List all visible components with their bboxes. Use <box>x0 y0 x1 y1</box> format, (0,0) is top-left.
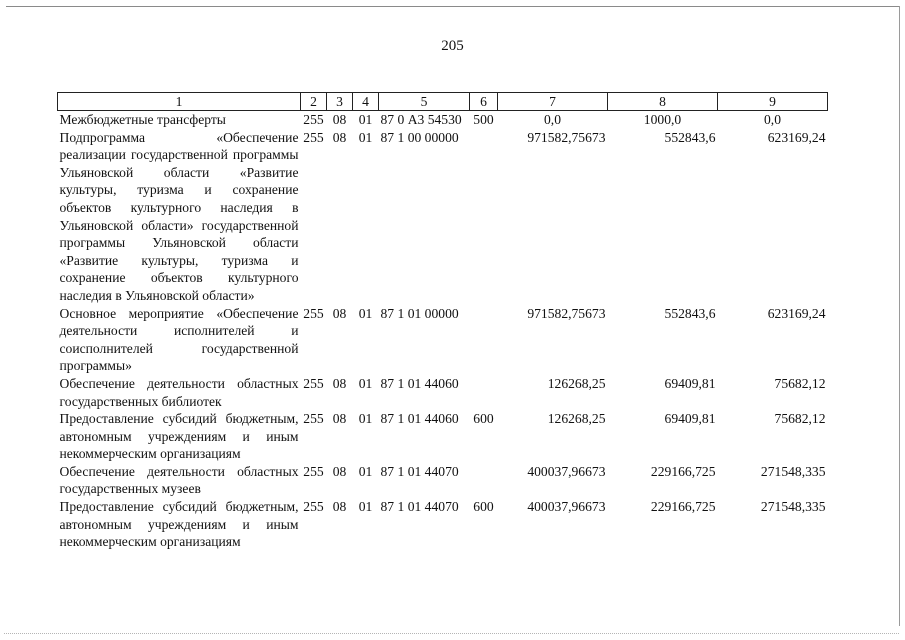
table-row <box>58 129 828 305</box>
cell-section: 08 <box>332 129 347 145</box>
cell-amount-8: 229166,725 <box>650 499 716 515</box>
table-row <box>58 410 828 463</box>
table-row <box>58 463 828 498</box>
cell-amount-9: 623169,24 <box>767 129 826 145</box>
cell-subsection: 01 <box>358 499 373 515</box>
cell-expense-type: 600 <box>473 499 494 515</box>
cell-amount-9: 623169,24 <box>767 305 826 321</box>
cell-target-article: 87 0 А3 54530 <box>380 112 462 127</box>
cell-amount-7: 400037,96673 <box>527 499 606 515</box>
row-name: Обеспечение деятельности областных государственных библиотек <box>59 375 299 409</box>
header-cell: 6 <box>470 93 498 111</box>
header-cell: 8 <box>608 93 718 111</box>
cell-target-article: 87 1 01 44070 <box>380 499 459 515</box>
cell-amount-8: 1000,0 <box>643 112 682 127</box>
cell-target-article: 87 1 01 44060 <box>380 411 459 427</box>
table-row <box>58 111 828 129</box>
cell-target-article: 87 1 01 44070 <box>380 463 459 479</box>
cell-admin-code: 255 <box>303 112 324 127</box>
cell-expense-type <box>470 305 498 375</box>
table-row <box>58 498 828 551</box>
cell-amount-7: 0,0 <box>544 112 561 127</box>
cell-admin-code: 255 <box>303 411 324 427</box>
table-row <box>58 305 828 375</box>
row-name: Предоставление субсидий бюджетным, автономным учреждениям и иным некоммерческим организациям <box>59 411 299 462</box>
cell-amount-8: 229166,725 <box>650 463 716 479</box>
cell-subsection: 01 <box>358 305 373 321</box>
cell-amount-8: 552843,6 <box>664 129 716 145</box>
cell-expense-type: 500 <box>473 112 494 127</box>
cell-expense-type <box>470 129 498 305</box>
cell-target-article: 87 1 00 00000 <box>380 129 459 145</box>
scan-border-bottom <box>4 633 899 634</box>
cell-admin-code: 255 <box>303 129 324 145</box>
header-cell: 9 <box>718 93 828 111</box>
scan-border-top <box>6 6 899 7</box>
cell-admin-code: 255 <box>303 499 324 515</box>
cell-section: 08 <box>332 112 347 127</box>
cell-amount-9: 75682,12 <box>774 411 826 427</box>
cell-subsection: 01 <box>358 411 373 427</box>
header-cell: 2 <box>301 93 327 111</box>
cell-subsection: 01 <box>358 463 373 479</box>
cell-amount-8: 69409,81 <box>664 411 716 427</box>
cell-amount-7: 400037,96673 <box>527 463 606 479</box>
cell-amount-7: 126268,25 <box>547 375 606 391</box>
budget-table <box>57 92 828 551</box>
header-cell: 7 <box>498 93 608 111</box>
cell-admin-code: 255 <box>303 375 324 391</box>
cell-section: 08 <box>332 499 347 515</box>
row-name: Обеспечение деятельности областных государственных музеев <box>59 463 299 497</box>
page-number: 205 <box>441 38 464 54</box>
cell-amount-7: 971582,75673 <box>527 129 606 145</box>
cell-expense-type: 600 <box>473 411 494 427</box>
cell-amount-9: 75682,12 <box>774 375 826 391</box>
cell-section: 08 <box>332 375 347 391</box>
cell-amount-9: 271548,335 <box>760 463 826 479</box>
cell-target-article: 87 1 01 00000 <box>380 305 459 321</box>
cell-expense-type <box>470 463 498 498</box>
header-row <box>58 93 828 111</box>
cell-section: 08 <box>332 411 347 427</box>
cell-target-article: 87 1 01 44060 <box>380 375 459 391</box>
cell-section: 08 <box>332 463 347 479</box>
cell-subsection: 01 <box>358 129 373 145</box>
row-name: Основное мероприятие «Обеспечение деятельности исполнителей и соисполнителей государственной программы» <box>59 305 299 374</box>
cell-amount-7: 971582,75673 <box>527 305 606 321</box>
cell-section: 08 <box>332 305 347 321</box>
cell-expense-type <box>470 375 498 410</box>
cell-admin-code: 255 <box>303 305 324 321</box>
cell-subsection: 01 <box>358 112 373 127</box>
table-row <box>58 375 828 410</box>
header-cell: 3 <box>327 93 353 111</box>
scan-border-right <box>899 6 900 626</box>
row-name: Межбюджетные трансферты <box>59 112 226 127</box>
row-name: Предоставление субсидий бюджетным, автономным учреждениям и иным некоммерческим организациям <box>59 499 299 550</box>
cell-subsection: 01 <box>358 375 373 391</box>
cell-amount-8: 69409,81 <box>664 375 716 391</box>
header-cell: 4 <box>353 93 379 111</box>
cell-amount-9: 271548,335 <box>760 499 826 515</box>
cell-admin-code: 255 <box>303 463 324 479</box>
cell-amount-8: 552843,6 <box>664 305 716 321</box>
row-name: Подпрограмма «Обеспечение реализации государственной программы Ульяновской области «Развитие культуры, туризма и сохранение объектов культурного наследия в Ульяновской области» государственной программы Ульяновской области «Развитие культуры, туризма и сохранение объектов культурного наследия в Ульяновской области» <box>59 129 299 303</box>
header-cell: 5 <box>379 93 470 111</box>
cell-amount-7: 126268,25 <box>547 411 606 427</box>
header-cell: 1 <box>58 93 301 111</box>
cell-amount-9: 0,0 <box>764 112 781 127</box>
